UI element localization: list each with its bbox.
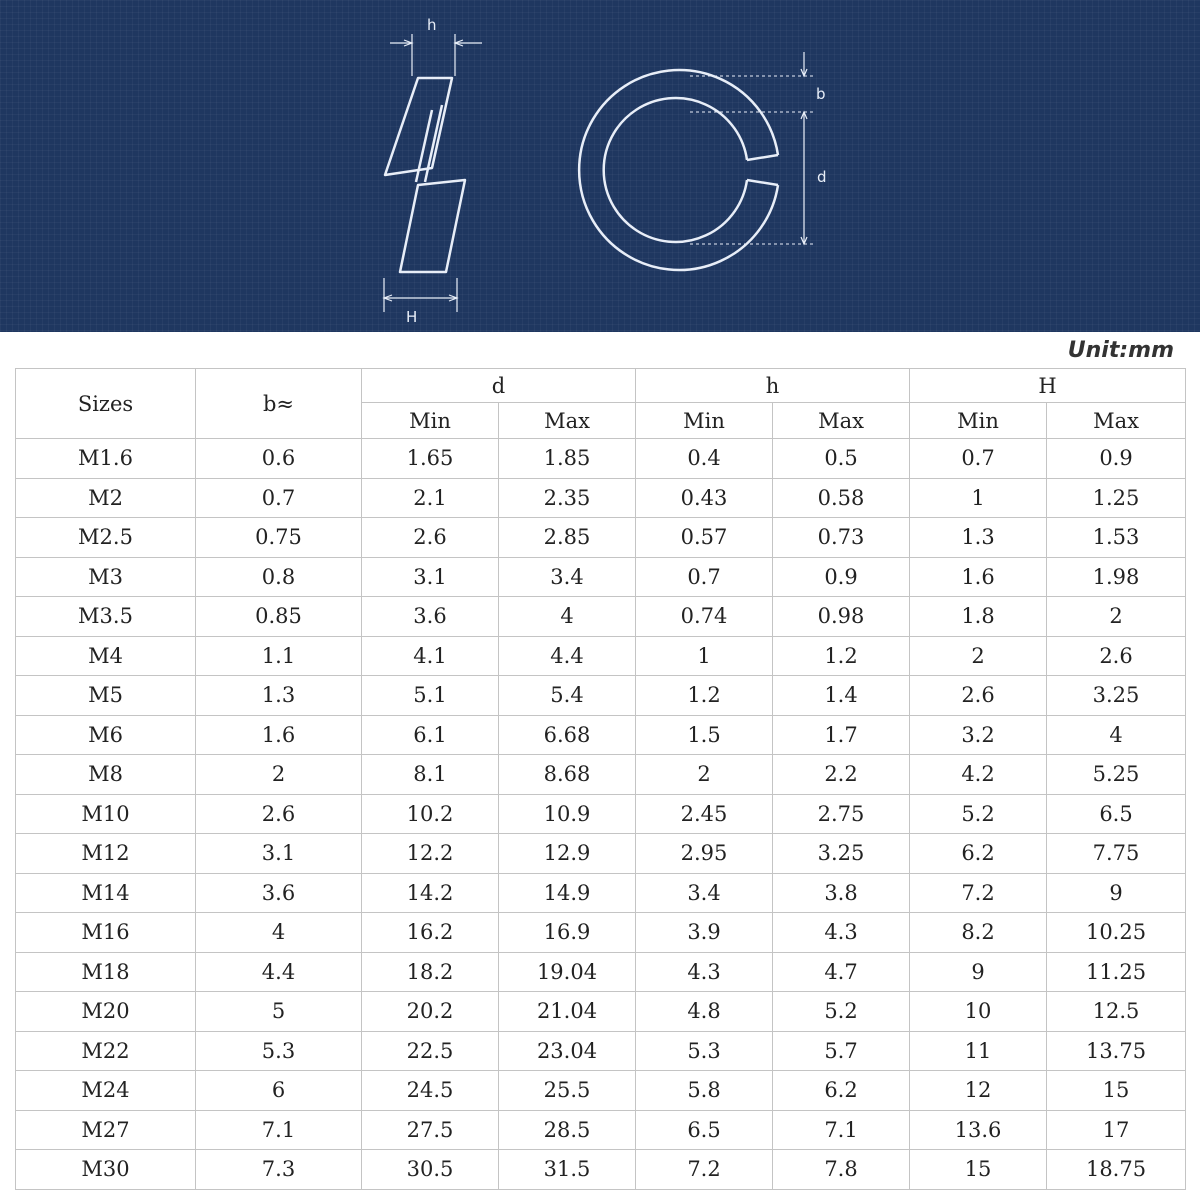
cell-size: M10 <box>16 794 196 834</box>
cell-h-max: 5.2 <box>773 992 910 1032</box>
cell-H-max: 1.53 <box>1047 518 1186 558</box>
cell-d-min: 30.5 <box>362 1150 499 1190</box>
cell-b: 4.4 <box>196 952 362 992</box>
cell-d-min: 22.5 <box>362 1031 499 1071</box>
cell-h-max: 0.58 <box>773 478 910 518</box>
cell-h-max: 6.2 <box>773 1071 910 1111</box>
cell-b: 1.3 <box>196 676 362 716</box>
spec-table-body <box>16 439 1186 1190</box>
cell-H-min: 15 <box>910 1150 1047 1190</box>
table-row <box>16 1110 1186 1150</box>
cell-H-max: 2 <box>1047 597 1186 637</box>
cell-d-min: 6.1 <box>362 715 499 755</box>
h-top-label: h <box>427 16 437 34</box>
cell-h-min: 4.8 <box>636 992 773 1032</box>
cell-H-max: 1.25 <box>1047 478 1186 518</box>
cell-H-max: 0.9 <box>1047 439 1186 479</box>
spec-table <box>15 368 1186 1190</box>
table-row <box>16 873 1186 913</box>
cell-d-min: 5.1 <box>362 676 499 716</box>
cell-b: 0.85 <box>196 597 362 637</box>
cell-d-min: 3.6 <box>362 597 499 637</box>
cell-H-min: 2.6 <box>910 676 1047 716</box>
unit-label: Unit:mm <box>1067 338 1174 363</box>
cell-H-max: 2.6 <box>1047 636 1186 676</box>
cell-size: M24 <box>16 1071 196 1111</box>
table-row <box>16 518 1186 558</box>
cell-b: 2.6 <box>196 794 362 834</box>
cell-h-max: 4.3 <box>773 913 910 953</box>
cell-h-min: 0.4 <box>636 439 773 479</box>
table-row <box>16 676 1186 716</box>
cell-b: 0.7 <box>196 478 362 518</box>
cell-d-max: 23.04 <box>499 1031 636 1071</box>
cell-H-max: 15 <box>1047 1071 1186 1111</box>
cell-h-max: 0.98 <box>773 597 910 637</box>
cell-h-max: 1.7 <box>773 715 910 755</box>
cell-d-max: 5.4 <box>499 676 636 716</box>
cell-h-max: 1.2 <box>773 636 910 676</box>
cell-size: M27 <box>16 1110 196 1150</box>
cell-H-max: 6.5 <box>1047 794 1186 834</box>
cell-b: 4 <box>196 913 362 953</box>
cell-h-min: 0.7 <box>636 557 773 597</box>
washer-front-view <box>579 70 778 270</box>
cell-d-min: 24.5 <box>362 1071 499 1111</box>
cell-h-min: 5.8 <box>636 1071 773 1111</box>
cell-d-max: 2.35 <box>499 478 636 518</box>
cell-b: 5 <box>196 992 362 1032</box>
cell-H-min: 6.2 <box>910 834 1047 874</box>
cell-d-max: 6.68 <box>499 715 636 755</box>
cell-d-min: 10.2 <box>362 794 499 834</box>
cell-H-min: 1.6 <box>910 557 1047 597</box>
cell-H-max: 5.25 <box>1047 755 1186 795</box>
cell-d-min: 20.2 <box>362 992 499 1032</box>
table-row <box>16 913 1186 953</box>
cell-H-min: 1 <box>910 478 1047 518</box>
header-h-max: Max <box>773 403 910 439</box>
cell-h-max: 4.7 <box>773 952 910 992</box>
cell-d-max: 4.4 <box>499 636 636 676</box>
table-row <box>16 992 1186 1032</box>
cell-b: 3.6 <box>196 873 362 913</box>
cell-H-min: 10 <box>910 992 1047 1032</box>
cell-h-min: 6.5 <box>636 1110 773 1150</box>
cell-H-min: 4.2 <box>910 755 1047 795</box>
table-row <box>16 952 1186 992</box>
cell-d-max: 4 <box>499 597 636 637</box>
cell-size: M5 <box>16 676 196 716</box>
cell-size: M8 <box>16 755 196 795</box>
table-row <box>16 439 1186 479</box>
cell-H-max: 12.5 <box>1047 992 1186 1032</box>
cell-d-min: 1.65 <box>362 439 499 479</box>
cell-b: 1.1 <box>196 636 362 676</box>
cell-size: M18 <box>16 952 196 992</box>
cell-size: M3.5 <box>16 597 196 637</box>
cell-h-min: 0.43 <box>636 478 773 518</box>
cell-H-max: 11.25 <box>1047 952 1186 992</box>
cell-size: M1.6 <box>16 439 196 479</box>
cell-size: M3 <box>16 557 196 597</box>
cell-H-max: 1.98 <box>1047 557 1186 597</box>
cell-h-min: 2.95 <box>636 834 773 874</box>
cell-d-max: 19.04 <box>499 952 636 992</box>
cell-size: M16 <box>16 913 196 953</box>
cell-d-max: 2.85 <box>499 518 636 558</box>
cell-H-min: 11 <box>910 1031 1047 1071</box>
cell-d-max: 16.9 <box>499 913 636 953</box>
cell-d-min: 4.1 <box>362 636 499 676</box>
cell-d-min: 16.2 <box>362 913 499 953</box>
cell-H-max: 7.75 <box>1047 834 1186 874</box>
cell-h-max: 1.4 <box>773 676 910 716</box>
header-b: b≈ <box>196 369 362 439</box>
h-dimension <box>390 34 482 76</box>
cell-h-max: 0.73 <box>773 518 910 558</box>
cell-d-max: 12.9 <box>499 834 636 874</box>
cell-b: 0.8 <box>196 557 362 597</box>
header-h: h <box>636 369 910 403</box>
header-h-min: Min <box>636 403 773 439</box>
cell-d-max: 3.4 <box>499 557 636 597</box>
cell-d-min: 14.2 <box>362 873 499 913</box>
cell-b: 6 <box>196 1071 362 1111</box>
washer-drawing <box>0 0 1200 332</box>
cell-d-max: 25.5 <box>499 1071 636 1111</box>
cell-h-min: 0.74 <box>636 597 773 637</box>
cell-h-max: 3.8 <box>773 873 910 913</box>
cell-H-min: 7.2 <box>910 873 1047 913</box>
cell-b: 1.6 <box>196 715 362 755</box>
table-row <box>16 1031 1186 1071</box>
cell-h-max: 0.5 <box>773 439 910 479</box>
cell-d-min: 2.1 <box>362 478 499 518</box>
cell-h-min: 3.9 <box>636 913 773 953</box>
H-bottom-label: H <box>406 308 418 326</box>
cell-b: 3.1 <box>196 834 362 874</box>
cell-size: M22 <box>16 1031 196 1071</box>
d-label: d <box>817 168 827 186</box>
washer-side-view <box>385 78 465 272</box>
header-d-max: Max <box>499 403 636 439</box>
table-row <box>16 478 1186 518</box>
cell-size: M12 <box>16 834 196 874</box>
cell-H-min: 2 <box>910 636 1047 676</box>
cell-h-min: 0.57 <box>636 518 773 558</box>
cell-H-max: 4 <box>1047 715 1186 755</box>
cell-size: M20 <box>16 992 196 1032</box>
header-d-min: Min <box>362 403 499 439</box>
cell-d-max: 1.85 <box>499 439 636 479</box>
cell-size: M14 <box>16 873 196 913</box>
cell-h-min: 7.2 <box>636 1150 773 1190</box>
table-row <box>16 1071 1186 1111</box>
cell-h-max: 5.7 <box>773 1031 910 1071</box>
table-row <box>16 557 1186 597</box>
cell-H-min: 3.2 <box>910 715 1047 755</box>
cell-d-min: 3.1 <box>362 557 499 597</box>
cell-b: 5.3 <box>196 1031 362 1071</box>
cell-d-min: 12.2 <box>362 834 499 874</box>
cell-d-max: 21.04 <box>499 992 636 1032</box>
cell-H-min: 1.8 <box>910 597 1047 637</box>
cell-H-max: 9 <box>1047 873 1186 913</box>
cell-d-max: 14.9 <box>499 873 636 913</box>
cell-H-min: 1.3 <box>910 518 1047 558</box>
cell-H-min: 12 <box>910 1071 1047 1111</box>
table-row <box>16 715 1186 755</box>
cell-h-max: 3.25 <box>773 834 910 874</box>
cell-d-min: 27.5 <box>362 1110 499 1150</box>
header-H-max: Max <box>1047 403 1186 439</box>
cell-b: 2 <box>196 755 362 795</box>
cell-h-max: 7.1 <box>773 1110 910 1150</box>
cell-size: M30 <box>16 1150 196 1190</box>
header-H: H <box>910 369 1186 403</box>
cell-h-min: 1.5 <box>636 715 773 755</box>
cell-b: 0.75 <box>196 518 362 558</box>
table-row <box>16 755 1186 795</box>
cell-H-min: 5.2 <box>910 794 1047 834</box>
cell-h-min: 2 <box>636 755 773 795</box>
b-label: b <box>816 85 826 103</box>
cell-h-max: 0.9 <box>773 557 910 597</box>
cell-d-max: 31.5 <box>499 1150 636 1190</box>
cell-H-min: 13.6 <box>910 1110 1047 1150</box>
table-row <box>16 597 1186 637</box>
cell-h-min: 5.3 <box>636 1031 773 1071</box>
b-d-dimension <box>801 52 807 244</box>
table-row <box>16 636 1186 676</box>
table-row <box>16 794 1186 834</box>
cell-d-max: 28.5 <box>499 1110 636 1150</box>
cell-h-min: 2.45 <box>636 794 773 834</box>
cell-b: 0.6 <box>196 439 362 479</box>
cell-h-max: 2.75 <box>773 794 910 834</box>
cell-h-min: 4.3 <box>636 952 773 992</box>
cell-d-min: 8.1 <box>362 755 499 795</box>
cell-H-max: 3.25 <box>1047 676 1186 716</box>
cell-h-min: 1 <box>636 636 773 676</box>
cell-b: 7.3 <box>196 1150 362 1190</box>
header-H-min: Min <box>910 403 1047 439</box>
cell-size: M6 <box>16 715 196 755</box>
washer-diagram <box>0 0 1200 332</box>
cell-H-max: 10.25 <box>1047 913 1186 953</box>
cell-b: 7.1 <box>196 1110 362 1150</box>
cell-size: M2 <box>16 478 196 518</box>
cell-H-min: 9 <box>910 952 1047 992</box>
cell-size: M4 <box>16 636 196 676</box>
cell-h-max: 7.8 <box>773 1150 910 1190</box>
cell-d-max: 8.68 <box>499 755 636 795</box>
cell-size: M2.5 <box>16 518 196 558</box>
cell-d-max: 10.9 <box>499 794 636 834</box>
header-sizes: Sizes <box>16 369 196 439</box>
cell-H-min: 8.2 <box>910 913 1047 953</box>
table-row <box>16 1150 1186 1190</box>
cell-H-max: 18.75 <box>1047 1150 1186 1190</box>
cell-h-max: 2.2 <box>773 755 910 795</box>
table-row <box>16 834 1186 874</box>
header-d: d <box>362 369 636 403</box>
H-dimension <box>384 278 457 312</box>
cell-d-min: 18.2 <box>362 952 499 992</box>
cell-d-min: 2.6 <box>362 518 499 558</box>
cell-H-min: 0.7 <box>910 439 1047 479</box>
cell-H-max: 13.75 <box>1047 1031 1186 1071</box>
cell-h-min: 1.2 <box>636 676 773 716</box>
cell-h-min: 3.4 <box>636 873 773 913</box>
cell-H-max: 17 <box>1047 1110 1186 1150</box>
